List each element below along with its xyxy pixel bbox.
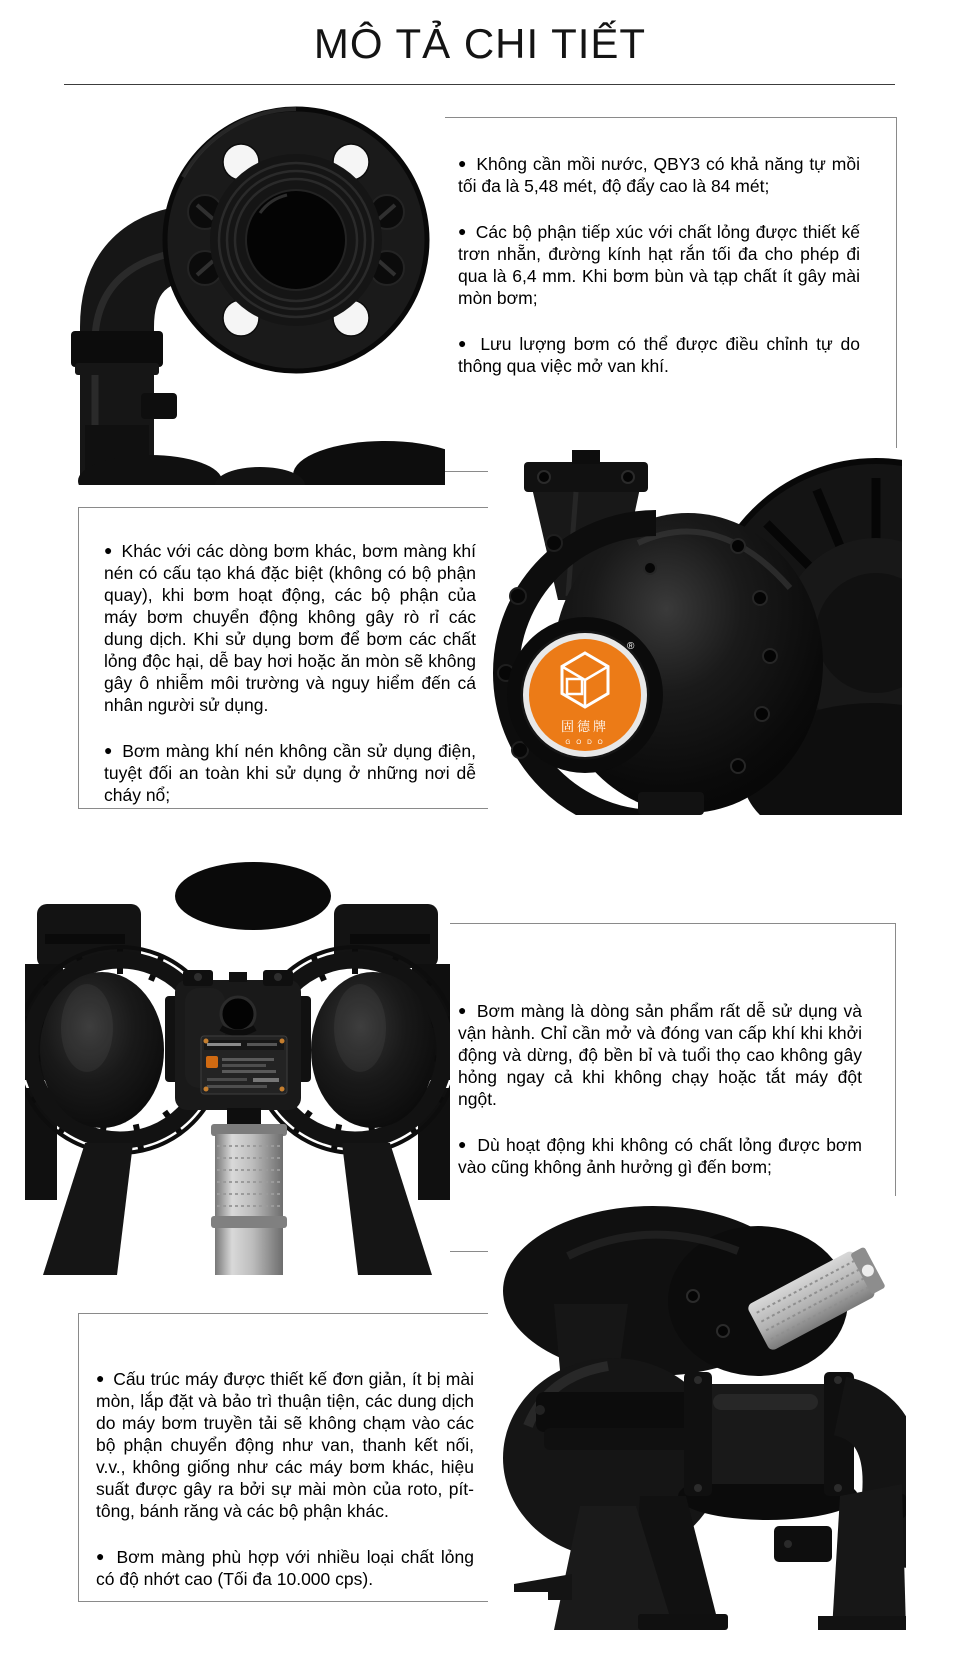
feature-text: Lưu lượng bơm có thể được điều chỉnh tự do thông qua việc mở van khí. [458,334,860,377]
bullet-icon: ● [458,155,468,171]
feature-item [96,1368,474,1522]
muffler [211,1108,287,1275]
feature-text-2 [104,540,476,807]
bottom-port [638,792,704,815]
feature-text: Cấu trúc máy được thiết kế đơn giản, ít bị mài mòn, lắp đặt và bảo trì thuận tiện, các dung dịch do máy bơm truyền tải sẽ không chạm vào các bộ phận chuyển động như van, thanh kết nối, v.v., không giống như các máy bơm khác, hiệu suất được gây ra bởi sự mài mòn của roto, pít-tông, bánh răng và các bộ phận khác. [96,1369,475,1522]
flange-face [165,109,427,371]
bullet-icon: ● [458,1002,468,1018]
feature-text-1 [458,153,860,377]
feature-item [458,333,860,377]
feature-item [458,1134,862,1178]
bullet-icon: ● [458,223,468,240]
feature-text-3 [458,1000,862,1178]
brand-badge [507,617,663,773]
bullet-icon: ● [458,335,470,352]
manifold-ball [175,862,331,930]
pump-flange-photo [55,95,445,485]
badge-registered-mark: ® [627,641,635,652]
feature-item [458,1000,862,1110]
bullet-icon: ● [104,742,114,759]
feature-text: Bơm màng phù hợp với nhiều loại chất lỏng có độ nhớt cao (Tối đa 10.000 cps). [96,1547,474,1590]
feature-text: Bơm màng là dòng sản phẩm rất dễ sử dụng và vận hành. Chỉ cần mở và đóng van cấp khí khi khởi động và dừng, độ bền bỉ và tuổi thọ cao không gây hỏng ngay cả khi không chạy hoặc tắt máy đột ngột. [458,1001,862,1110]
feature-item [458,221,860,309]
pump-side-photo [488,448,902,815]
nameplate [201,1036,287,1094]
bullet-icon: ● [96,1548,107,1565]
feature-text: Bơm màng khí nén không cần sử dụng điện, tuyệt đối an toàn khi sử dụng ở những nơi dễ cháy nổ; [104,741,476,806]
feature-item [96,1546,474,1590]
badge-name-en: G O D O [565,739,605,746]
feature-text-4 [96,1368,474,1590]
bullet-icon: ● [104,542,114,558]
pump-base-photo [488,1196,906,1630]
feature-item [104,540,476,716]
bullet-icon: ● [96,1370,105,1386]
badge-name-cn: 固德牌 [560,719,610,734]
feature-item [458,153,860,197]
bullet-icon: ● [458,1136,468,1153]
feature-text: Các bộ phận tiếp xúc với chất lỏng được thiết kế trơn nhẵn, đường kính hạt rắn tối đa cho phép đi qua là 6,4 mm. Khi bơm bùn và tạp chất ít gây mài mòn bơm; [458,222,860,309]
pump-front-photo [25,838,450,1275]
feature-item [104,740,476,806]
page-title: MÔ TẢ CHI TIẾT [313,20,647,67]
feature-text: Khác với các dòng bơm khác, bơm màng khí nén có cấu tạo khá đặc biệt (không có bộ phận quay), khi bơm hoạt động, các bộ phận của máy bơm chuyển động không gây rò rỉ các dung dịch. Khi sử dụng bơm để bơm các chất lỏng độc hại, dễ bay hơi hoặc ăn mòn sẽ không gây ô nhiễm môi trường và nguy hiểm đến cá nhân người sử dụng. [104,541,476,716]
feature-text: Không cần mồi nước, QBY3 có khả năng tự mồi tối đa là 5,48 mét, độ đẩy cao là 84 mét; [458,154,860,197]
feature-text: Dù hoạt động khi không có chất lỏng được bơm vào cũng không ảnh hưởng gì đến bơm; [458,1135,862,1178]
title-underline [64,84,895,85]
